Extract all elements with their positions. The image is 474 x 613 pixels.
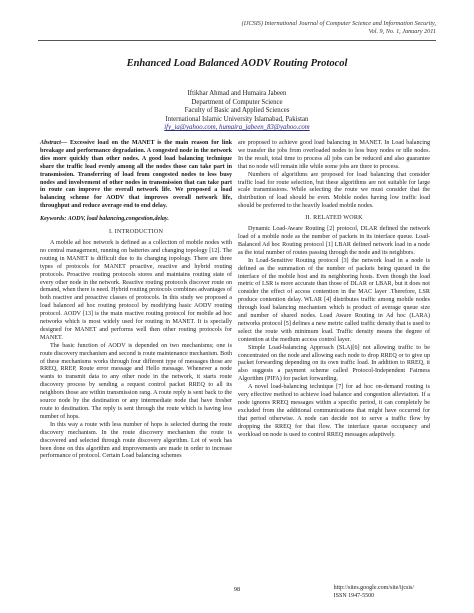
journal-header	[242, 20, 436, 36]
abstract-text: Excessive load on the MANET is the main reason for link breakage and performance degradation. A congested node in the network dies more quickly than other nodes. A good load balancing technique share the traffic load evenly among all the nodes those can take part in transmission. Transferring of load from congested nodes to less busy nodes and involvement of other nodes in transmission that can take part in route can improve the overall network life. We proposed a load balancing scheme for AODV that improves overall network life, throughput and reduce average end to end delay.	[40, 140, 232, 210]
abstract-label: Abstract—	[40, 140, 68, 146]
related-paragraph-3: Simple Load-balancing Approach (SLA)[6] not allowing traffic to be concentrated on the node and allowing each node to drop RREQ or to give up packet forwarding depending on its own traffic load. In addition to RREQ, it also suggests a payment scheme called Protocol-Independent Fairness Algorithm (PIFA) for packet forwarding.	[238, 344, 430, 383]
intro-paragraph-1: A mobile ad hoc network is defined as a collection of mobile nodes with no central management, running on batteries and changing topology [12]. The routing in MANET is difficult due to its changing topology. There are three types of protocols for MANET proactive, reactive and hybrid routing protocols. Proactive routing protocols stores and maintains routing state of every other node in the network. Reactive routing protocols discover route on demand, when there is need. Hybrid routing protocols combines advantages of both reactive and proactive classes of protocols. In this study we proposed a load balanced ad hoc routing protocol by modifying basic AODV routing protocol. AODV [13] is the main reactive routing protocol for mobile ad hoc networks which is most widely used for routing in MANET. It is specially designed for MANET and performs well then other routing protocols for MANET.	[40, 239, 232, 341]
footer-info	[334, 585, 414, 600]
related-paragraph-4: A novel load-balancing technique [7] for ad hoc on-demand routing is very effective method to achieve load balance and congestion alleviation. If a node ignores RREQ messages within a specific period, it can completely be excluded from the additional communications that might have occurred for that period otherwise. A node can decide not to serve a traffic flow by dropping the RREQ for that flow. The interface queue occupancy and workload on node is used to control RREQ messages adaptively.	[238, 384, 430, 438]
page-number: 98	[233, 586, 241, 593]
section-title-related-work: II. RELATED WORK	[305, 215, 363, 222]
header-rule	[38, 40, 436, 41]
related-paragraph-2: In Load-Sensitive Routing protocol [3] the network load in a node is defined as the summation of the number of packets being queued in the interface of the mobile host and its neighboring hosts. Even though the load metric of LSR is more accurate than those of DLAR or LBAR, but it does not consider the effect of access contention in the MAC layer .Therefore, LSR produce contention delay. WLAR [4] distributes traffic among mobile nodes through load balancing mechanism which is product of average queue size and number of shared nodes. Load Aware Routing in Ad hoc (LARA) networks protocol [5] defines a new metric called traffic density that is used to select the route with minimum load. Traffic density means the degree of contention at the medium access control layer.	[238, 257, 430, 343]
intro-paragraph-3: In this way a route with less number of hops is selected during the route discovery mechanism. In the route discovery mechanism the route is discovered and selected through route discovery algorithm. Lot of work has been done on this algorithm and improvements are made in order to increase performance of protocol. Certain Load balancing schemes	[40, 421, 232, 460]
journal-volume: Vol. 9, No. 1, January 2011	[368, 28, 436, 35]
author-faculty: Faculty of Basic and Applied Sciences	[184, 107, 290, 115]
left-column	[40, 140, 232, 461]
section-title-introduction: I. INTRODUCTION	[108, 229, 164, 236]
paper-title: Enhanced Load Balanced AODV Routing Protocol	[126, 58, 348, 69]
related-paragraph-1: Dynamic Load-Aware Routing [2] protocol, DLAR defined the network load of a mobile node as the number of packets in its interface queue. Load-Balanced Ad hoc Routing protocol [1] LBAR defined network load in a node as the total number of routes passing through the node and its neighbors.	[238, 226, 430, 256]
author-block	[0, 90, 474, 133]
keywords: Keywords: AODV, load balancing,congestion,delay.	[40, 216, 169, 223]
author-department: Department of Computer Science	[191, 98, 283, 106]
intro-paragraph-2: The basic function of AODV is depended on two mechanisms; one is route discovery mechanism and second is route maintenance mechanism. Both of these mechanisms works through four different type of messages those are RREQ, RREP, Route error message and Hello message. Whenever a node wants to transmit data to any other node in the network, it starts route discovery process by sending a request control packet RREQ to all its neighbors those are within transmission rang. A route reply is sent back to the source node by the destination or any intermediate node that have fresher route to destination. The reply is sent through the route which is having less number of hops.	[40, 342, 232, 420]
author-university: International Islamic University Islamabad, Pakistan	[165, 115, 309, 123]
journal-name: (IJCSIS) International Journal of Computer Science and Information Security,	[241, 20, 436, 27]
intro-continued-2: Numbers of algorithms are proposed for load balancing that consider traffic load for route selection, but these algorithms are not suitable for large scale transmissions. While selecting the route we must consider that the distribution of load should be even. Mobile nodes having low traffic load should be preferred to the heavily loaded mobile nodes.	[238, 171, 430, 210]
abstract	[40, 140, 232, 211]
intro-continued-1: are proposed to achieve good load balancing in MANET. In Load balancing we transfer the jobs from overloaded nodes to less busy nodes or idle nodes. In the result, total time to process all jobs can be reduced and also guarantee that no node will remain idle while some jobs are there to process.	[238, 140, 430, 170]
author-names: Iftikhar Ahmad and Humaira Jabeen	[187, 90, 287, 97]
right-column	[238, 140, 430, 440]
footer-url[interactable]: http://sites.google.com/site/ijcsis/	[333, 585, 414, 591]
author-emails[interactable]: ify_ia@yahoo.com, humaira_jabeen_83@yahoo.com	[164, 124, 310, 132]
footer-issn: ISSN 1947-5500	[333, 592, 375, 599]
